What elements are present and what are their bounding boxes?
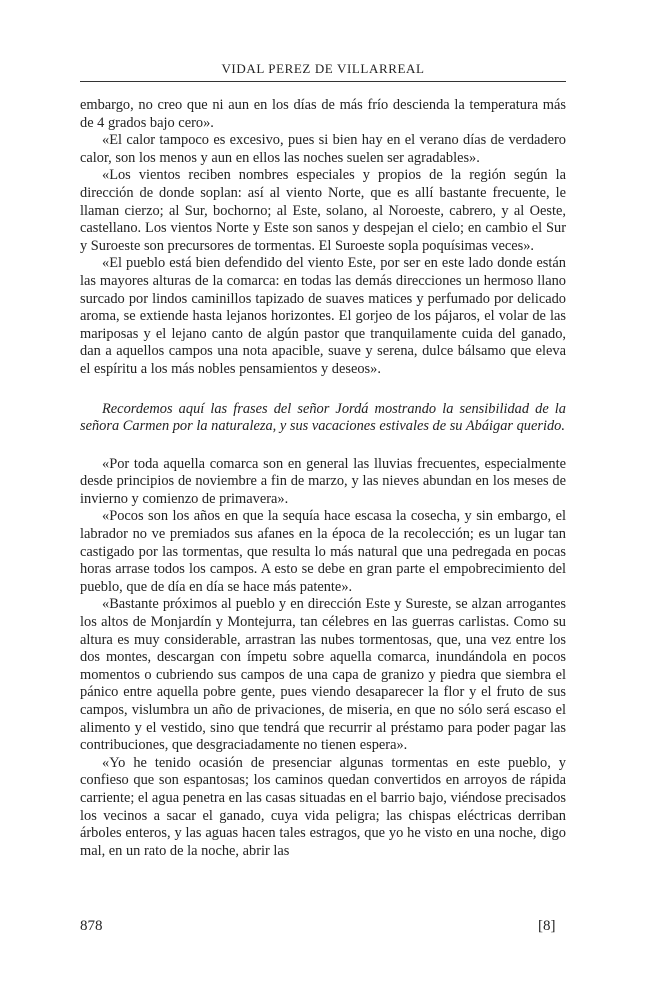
paragraph: «Pocos son los años en que la sequía hace escasa la cosecha, y sin embargo, el labrador no ve premiados sus afanes en la época de la recolección; es un lugar tan castigado por las tormentas, que resulta lo más natural que una pedregada en pocas horas arrase todos los campos. A esto se debe en gran parte el empobrecimiento del pueblo, que de día en día se hace más patente». <box>80 508 566 595</box>
paragraph: «El calor tampoco es excesivo, pues si bien hay en el verano días de verdadero calor, son los menos y aun en ellos las noches suelen ser agradables». <box>80 132 566 166</box>
page-reference: [8] <box>538 918 556 934</box>
paragraph: «El pueblo está bien defendido del viento Este, por ser en este lado donde están las mayores alturas de la comarca: en todas las demás direcciones un hermoso llano surcado por lindos caminillos tapizado de suaves matices y perfumado por delicado aroma, se extiende hasta lejanos horizontes. El gorjeo de los pájaros, el volar de las mariposas y el lejano canto de algún pastor que tranquilamente cuida del ganado, dan a aquellos campos una nota apacible, suave y serena, dulce bálsamo que eleva el espíritu a los más nobles pensamientos y deseos». <box>80 255 566 377</box>
paragraph: «Los vientos reciben nombres especiales y propios de la región según la dirección de donde soplan: así al viento Norte, que es allí bastante frecuente, le llaman cierzo; al Sur, bochorno; al Este, solano, al Noroeste, cabrero, y al Oeste, castellano. Los vientos Norte y Este son sanos y despejan el cielo; en cambio el Sur y Suroeste son precursores de tormentas. El Suroeste sopla poquísimas veces». <box>80 167 566 254</box>
paragraph: «Por toda aquella comarca son en general las lluvias frecuentes, especialmente desde principios de noviembre a fin de marzo, y las nieves abundan en los meses de invierno y comienzo de primavera». <box>80 455 566 507</box>
italic-note: Recordemos aquí las frases del señor Jordá mostrando la sensibilidad de la señora Carmen por la naturaleza, y sus vacaciones estivales de su Abáigar querido. <box>80 400 566 435</box>
page-number: 878 <box>80 918 103 934</box>
paragraph: embargo, no creo que ni aun en los días de más frío descienda la temperatura más de 4 grados bajo cero». <box>80 97 566 131</box>
page-body <box>80 97 566 860</box>
running-header: VIDAL PEREZ DE VILLARREAL <box>80 61 566 82</box>
paragraph: «Yo he tenido ocasión de presenciar algunas tormentas en este pueblo, y confieso que son espantosas; los caminos quedan convertidos en arroyos de rápida carriente; el agua penetra en las casas situadas en el barrio bajo, viéndose precisados los vecinos a sacar el ganado, cuya vida peligra; las chispas eléctricas derriban árboles enteros, y las aguas hacen tales estragos, que yo he visto en una noche, digo mal, en un rato de la noche, abrir las <box>80 754 566 859</box>
paragraph: «Bastante próximos al pueblo y en dirección Este y Sureste, se alzan arrogantes los altos de Monjardín y Montejurra, tan célebres en las guerras carlistas. Como su altura es muy considerable, arrastran las nubes tormentosas, que, una vez entre los dos montes, descargan con ímpetu sobre aquella comarca, inundándola en pocos momentos o cubriendo sus campos de una capa de granizo y piedra que siembra el pánico entre aquella pobre gente, pues viendo desaparecer la flor y el fruto de sus campos, vislumbra un año de privaciones, de miseria, en que no sólo será escaso el alimento y el vestido, sino que tendrá que recurrir al préstamo para poder pagar las contribuciones, que desgraciadamente no tienen espera». <box>80 596 566 754</box>
